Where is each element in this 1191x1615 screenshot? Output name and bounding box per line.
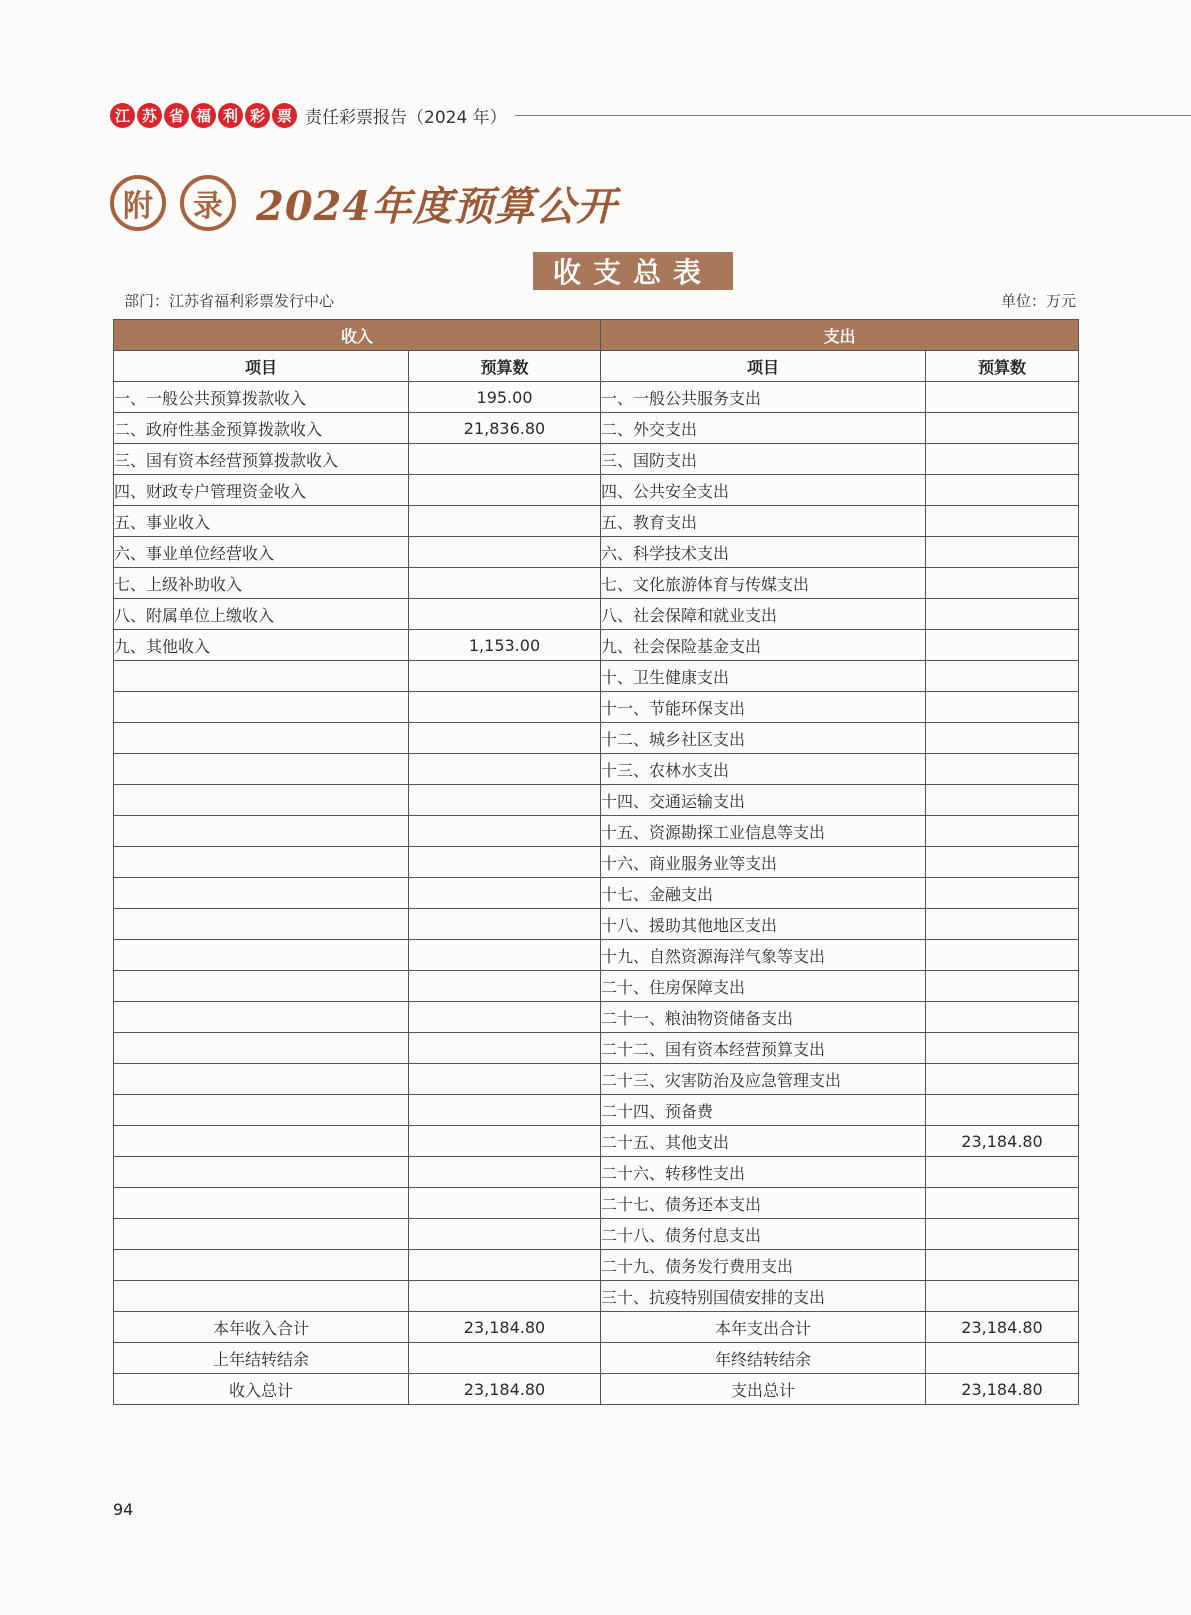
table-row <box>114 847 1079 878</box>
income-item-cell <box>114 878 409 909</box>
total-row <box>114 1343 1079 1374</box>
expense-amount-cell: 23,184.80 <box>926 1126 1079 1157</box>
expense-item-cell: 十九、自然资源海洋气象等支出 <box>601 940 926 971</box>
expense-item-cell: 四、公共安全支出 <box>601 475 926 506</box>
expense-item-cell: 十八、援助其他地区支出 <box>601 909 926 940</box>
income-amount-cell <box>409 475 601 506</box>
seal-lu: 录 <box>180 175 236 231</box>
expense-item-cell: 三十、抗疫特别国债安排的支出 <box>601 1281 926 1312</box>
table-row <box>114 599 1079 630</box>
table-row <box>114 1250 1079 1281</box>
income-item-cell <box>114 1095 409 1126</box>
income-item-cell: 五、事业收入 <box>114 506 409 537</box>
income-amount-cell <box>409 878 601 909</box>
brand-logo <box>110 103 297 128</box>
table-row <box>114 1219 1079 1250</box>
expense-amount-cell <box>926 1157 1079 1188</box>
income-item-cell <box>114 1064 409 1095</box>
income-amount-cell <box>409 785 601 816</box>
expense-item-cell: 十三、农林水支出 <box>601 754 926 785</box>
expense-amount-cell <box>926 475 1079 506</box>
expense-amount-cell <box>926 878 1079 909</box>
income-amount-cell <box>409 537 601 568</box>
income-item-cell <box>114 1281 409 1312</box>
budget-table <box>113 319 1079 1405</box>
expense-amount-cell <box>926 754 1079 785</box>
table-row <box>114 1188 1079 1219</box>
expense-item-cell: 十二、城乡社区支出 <box>601 723 926 754</box>
income-item-cell: 收入总计 <box>114 1374 409 1405</box>
table-row <box>114 1064 1079 1095</box>
income-amount-cell: 23,184.80 <box>409 1312 601 1343</box>
income-amount-cell <box>409 1033 601 1064</box>
seal-fu: 附 <box>110 175 166 231</box>
table-row <box>114 537 1079 568</box>
income-amount-cell: 195.00 <box>409 382 601 413</box>
income-item-cell <box>114 971 409 1002</box>
income-item-cell: 一、一般公共预算拨款收入 <box>114 382 409 413</box>
expense-item-cell: 二十九、债务发行费用支出 <box>601 1250 926 1281</box>
header-divider <box>515 115 1191 116</box>
income-item-cell: 八、附属单位上缴收入 <box>114 599 409 630</box>
expense-item-cell: 年终结转结余 <box>601 1343 926 1374</box>
total-row <box>114 1312 1079 1343</box>
expense-item-cell: 二十七、债务还本支出 <box>601 1188 926 1219</box>
expense-item-cell: 二十五、其他支出 <box>601 1126 926 1157</box>
income-item-cell <box>114 1219 409 1250</box>
income-amount-cell <box>409 1064 601 1095</box>
brand-char: 利 <box>218 103 243 128</box>
expense-amount-cell <box>926 1002 1079 1033</box>
income-item-cell: 二、政府性基金预算拨款收入 <box>114 413 409 444</box>
expense-amount-cell: 23,184.80 <box>926 1312 1079 1343</box>
expense-amount-cell <box>926 692 1079 723</box>
income-amount-cell <box>409 506 601 537</box>
table-row <box>114 630 1079 661</box>
expense-amount-cell <box>926 661 1079 692</box>
income-item-cell <box>114 816 409 847</box>
income-item-cell: 九、其他收入 <box>114 630 409 661</box>
income-amount-cell <box>409 816 601 847</box>
expense-amount-cell <box>926 1219 1079 1250</box>
expense-amount-cell <box>926 785 1079 816</box>
table-row <box>114 816 1079 847</box>
table-row <box>114 568 1079 599</box>
expense-item-cell: 支出总计 <box>601 1374 926 1405</box>
income-item-header: 项目 <box>114 351 409 382</box>
income-item-cell: 七、上级补助收入 <box>114 568 409 599</box>
income-item-cell <box>114 1188 409 1219</box>
table-row <box>114 661 1079 692</box>
income-amount-cell <box>409 692 601 723</box>
income-amount-cell: 23,184.80 <box>409 1374 601 1405</box>
income-amount-cell <box>409 1095 601 1126</box>
department-label: 部门：江苏省福利彩票发行中心 <box>124 292 335 310</box>
expense-amount-cell <box>926 568 1079 599</box>
expense-amount-cell <box>926 723 1079 754</box>
expense-item-cell: 十六、商业服务业等支出 <box>601 847 926 878</box>
brand-char: 票 <box>272 103 297 128</box>
income-amount-cell <box>409 1188 601 1219</box>
expense-item-cell: 十五、资源勘探工业信息等支出 <box>601 816 926 847</box>
expense-item-cell: 二十二、国有资本经营预算支出 <box>601 1033 926 1064</box>
table-row <box>114 475 1079 506</box>
income-item-cell <box>114 1002 409 1033</box>
expense-item-cell: 二十六、转移性支出 <box>601 1157 926 1188</box>
expense-item-cell: 十七、金融支出 <box>601 878 926 909</box>
expense-amount-cell <box>926 413 1079 444</box>
expense-amount-cell <box>926 1033 1079 1064</box>
expense-budget-header: 预算数 <box>926 351 1079 382</box>
expense-item-cell: 六、科学技术支出 <box>601 537 926 568</box>
expense-item-header: 项目 <box>601 351 926 382</box>
expense-item-cell: 八、社会保障和就业支出 <box>601 599 926 630</box>
table-row <box>114 940 1079 971</box>
income-item-cell <box>114 723 409 754</box>
expense-amount-cell <box>926 444 1079 475</box>
income-item-cell: 上年结转结余 <box>114 1343 409 1374</box>
expense-item-cell: 二十三、灾害防治及应急管理支出 <box>601 1064 926 1095</box>
table-row <box>114 785 1079 816</box>
income-amount-cell <box>409 568 601 599</box>
expense-amount-cell <box>926 1188 1079 1219</box>
income-item-cell <box>114 909 409 940</box>
income-item-cell <box>114 785 409 816</box>
income-amount-cell: 1,153.00 <box>409 630 601 661</box>
expense-item-cell: 九、社会保险基金支出 <box>601 630 926 661</box>
income-amount-cell <box>409 1157 601 1188</box>
table-row <box>114 1033 1079 1064</box>
income-item-cell <box>114 1157 409 1188</box>
expense-amount-cell <box>926 1095 1079 1126</box>
income-item-cell <box>114 940 409 971</box>
income-item-cell <box>114 847 409 878</box>
table-row <box>114 971 1079 1002</box>
unit-label: 单位：万元 <box>1000 292 1076 310</box>
expense-amount-cell <box>926 940 1079 971</box>
expense-amount-cell <box>926 847 1079 878</box>
expense-item-cell: 五、教育支出 <box>601 506 926 537</box>
income-amount-cell <box>409 971 601 1002</box>
table-row <box>114 878 1079 909</box>
table-row <box>114 444 1079 475</box>
expense-amount-cell: 23,184.80 <box>926 1374 1079 1405</box>
income-item-cell: 六、事业单位经营收入 <box>114 537 409 568</box>
table-row <box>114 1002 1079 1033</box>
expense-item-cell: 十四、交通运输支出 <box>601 785 926 816</box>
report-title: 责任彩票报告（2024 年） <box>305 107 507 128</box>
expense-item-cell: 一、一般公共服务支出 <box>601 382 926 413</box>
brand-char: 福 <box>191 103 216 128</box>
income-item-cell <box>114 754 409 785</box>
expense-item-cell: 二十八、债务付息支出 <box>601 1219 926 1250</box>
expense-amount-cell <box>926 1281 1079 1312</box>
income-amount-cell <box>409 940 601 971</box>
expense-item-cell: 十、卫生健康支出 <box>601 661 926 692</box>
expense-item-cell: 本年支出合计 <box>601 1312 926 1343</box>
income-amount-cell <box>409 661 601 692</box>
income-amount-cell <box>409 754 601 785</box>
income-group-header: 收入 <box>114 320 601 351</box>
table-row <box>114 382 1079 413</box>
expense-item-cell: 七、文化旅游体育与传媒支出 <box>601 568 926 599</box>
table-row <box>114 909 1079 940</box>
income-amount-cell <box>409 444 601 475</box>
total-row <box>114 1374 1079 1405</box>
income-amount-cell: 21,836.80 <box>409 413 601 444</box>
expense-amount-cell <box>926 537 1079 568</box>
income-amount-cell <box>409 1002 601 1033</box>
table-row <box>114 1157 1079 1188</box>
expense-amount-cell <box>926 382 1079 413</box>
table-row <box>114 506 1079 537</box>
income-item-cell <box>114 1033 409 1064</box>
income-amount-cell <box>409 1250 601 1281</box>
income-amount-cell <box>409 1281 601 1312</box>
income-item-cell <box>114 692 409 723</box>
table-row <box>114 413 1079 444</box>
income-amount-cell <box>409 599 601 630</box>
income-amount-cell <box>409 723 601 754</box>
expense-amount-cell <box>926 506 1079 537</box>
expense-amount-cell <box>926 909 1079 940</box>
income-amount-cell <box>409 1343 601 1374</box>
income-amount-cell <box>409 1126 601 1157</box>
table-title: 收支总表 <box>533 252 733 290</box>
table-row <box>114 692 1079 723</box>
expense-amount-cell <box>926 816 1079 847</box>
income-item-cell <box>114 1250 409 1281</box>
expense-item-cell: 二十一、粮油物资储备支出 <box>601 1002 926 1033</box>
expense-amount-cell <box>926 971 1079 1002</box>
expense-amount-cell <box>926 1343 1079 1374</box>
expense-item-cell: 二十、住房保障支出 <box>601 971 926 1002</box>
income-budget-header: 预算数 <box>409 351 601 382</box>
appendix-heading <box>110 168 617 238</box>
income-item-cell <box>114 661 409 692</box>
table-row <box>114 1095 1079 1126</box>
page-number: 94 <box>113 1500 134 1519</box>
income-item-cell: 本年收入合计 <box>114 1312 409 1343</box>
income-amount-cell <box>409 909 601 940</box>
income-item-cell: 四、财政专户管理资金收入 <box>114 475 409 506</box>
expense-item-cell: 二、外交支出 <box>601 413 926 444</box>
table-row <box>114 1281 1079 1312</box>
table-row <box>114 723 1079 754</box>
page-header <box>110 98 1191 132</box>
brand-char: 江 <box>110 103 135 128</box>
expense-item-cell: 十一、节能环保支出 <box>601 692 926 723</box>
income-item-cell <box>114 1126 409 1157</box>
expense-item-cell: 二十四、预备费 <box>601 1095 926 1126</box>
table-row <box>114 754 1079 785</box>
brand-char: 彩 <box>245 103 270 128</box>
brand-char: 苏 <box>137 103 162 128</box>
expense-amount-cell <box>926 599 1079 630</box>
expense-item-cell: 三、国防支出 <box>601 444 926 475</box>
income-amount-cell <box>409 1219 601 1250</box>
brand-char: 省 <box>164 103 189 128</box>
appendix-title: 2024年度预算公开 <box>256 182 618 230</box>
income-amount-cell <box>409 847 601 878</box>
table-row <box>114 1126 1079 1157</box>
expense-amount-cell <box>926 630 1079 661</box>
income-item-cell: 三、国有资本经营预算拨款收入 <box>114 444 409 475</box>
expense-amount-cell <box>926 1250 1079 1281</box>
expense-group-header: 支出 <box>601 320 1079 351</box>
expense-amount-cell <box>926 1064 1079 1095</box>
